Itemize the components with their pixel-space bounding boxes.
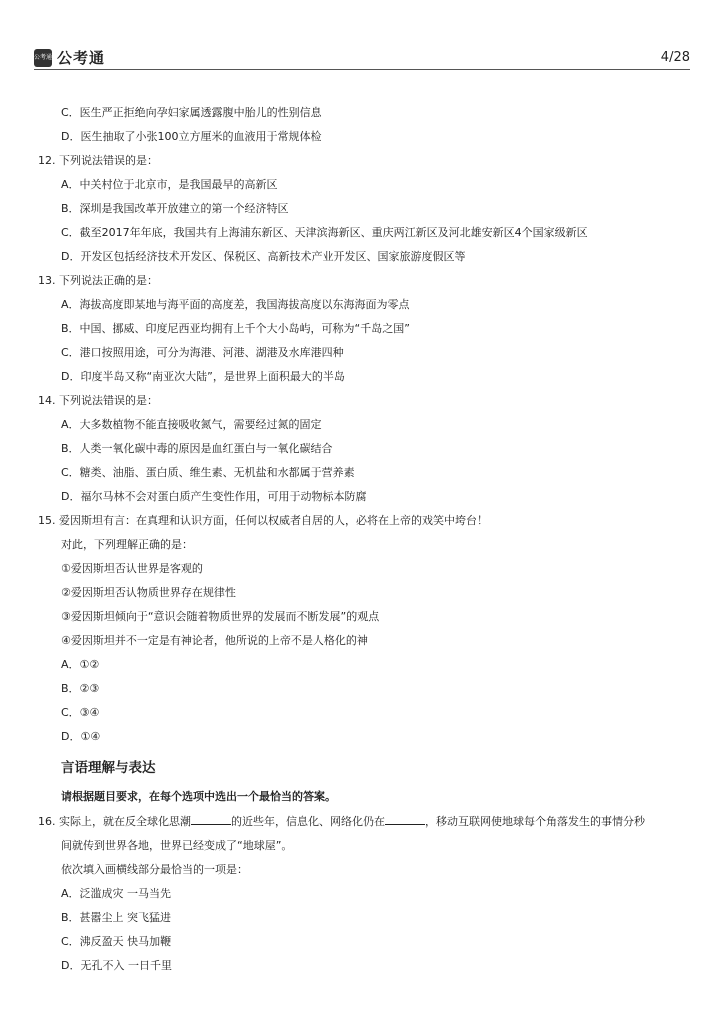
q12-option-b: B．深圳是我国改革开放建立的第一个经济特区: [61, 202, 289, 215]
option-c: C．医生严正拒绝向孕妇家属透露腹中胎儿的性别信息: [61, 106, 322, 119]
q15-option-c: C．③④: [61, 706, 100, 719]
document-body: [38, 101, 688, 978]
q16-option-a: A．泛滥成灾 一马当先: [61, 887, 172, 900]
q16-option-b: B．甚嚣尘上 突飞猛进: [61, 911, 172, 924]
q16-option-c: C．沸反盈天 快马加鞭: [61, 935, 172, 948]
section-instruction: 请根据题目要求，在每个选项中选出一个最恰当的答案。: [61, 790, 336, 803]
question-15: 15. 爱因斯坦有言：在真理和认识方面，任何以权威者自居的人，必将在上帝的戏笑中垮台！: [38, 514, 488, 527]
q15-item-1: ①爱因斯坦否认世界是客观的: [61, 562, 203, 575]
q16-stem: 依次填入画横线部分最恰当的一项是：: [61, 863, 248, 876]
q13-option-d: D．印度半岛又称“南亚次大陆”，是世界上面积最大的半岛: [61, 370, 345, 383]
q15-option-b: B．②③: [61, 682, 100, 695]
q16-text-part-3: ，移动互联网使地球每个角落发生的事情分秒: [425, 815, 645, 828]
q14-option-d: D．福尔马林不会对蛋白质产生变性作用，可用于动物标本防腐: [61, 490, 367, 503]
q15-item-4: ④爱因斯坦并不一定是有神论者，他所说的上帝不是人格化的神: [61, 634, 368, 647]
q16-text-part-1: 16. 实际上，就在反全球化思潮: [38, 815, 191, 828]
question-13: 13. 下列说法正确的是：: [38, 274, 158, 287]
header-divider: [34, 69, 690, 70]
q12-option-d: D．开发区包括经济技术开发区、保税区、高新技术产业开发区、国家旅游度假区等: [61, 250, 466, 263]
q15-item-2: ②爱因斯坦否认物质世界存在规律性: [61, 586, 236, 599]
q13-option-a: A．海拔高度即某地与海平面的高度差，我国海拔高度以东海海面为零点: [61, 298, 410, 311]
question-12: 12. 下列说法错误的是：: [38, 154, 158, 167]
q15-stem: 对此，下列理解正确的是：: [61, 538, 193, 551]
section-title: 言语理解与表达: [61, 760, 156, 776]
q12-option-c: C．截至2017年年底，我国共有上海浦东新区、天津滨海新区、重庆两江新区及河北雄安新区4个国家级新区: [61, 226, 588, 239]
logo-text: 公考通: [57, 49, 106, 67]
q15-option-a: A．①②: [61, 658, 100, 671]
q14-option-b: B．人类一氧化碳中毒的原因是血红蛋白与一氧化碳结合: [61, 442, 333, 455]
blank-2: [385, 814, 425, 825]
q16-text-part-2: 的近些年，信息化、网络化仍在: [231, 815, 385, 828]
page-number: 4/28: [660, 50, 690, 65]
q12-option-a: A．中关村位于北京市，是我国最早的高新区: [61, 178, 278, 191]
q16-option-d: D．无孔不入 一日千里: [61, 959, 172, 972]
q16-line-2: 间就传到世界各地，世界已经变成了“地球屋”。: [61, 839, 293, 852]
q14-option-c: C．糖类、油脂、蛋白质、维生素、无机盐和水都属于营养素: [61, 466, 355, 479]
question-16: [38, 810, 688, 834]
question-14: 14. 下列说法错误的是：: [38, 394, 158, 407]
q15-item-3: ③爱因斯坦倾向于“意识会随着物质世界的发展而不断发展”的观点: [61, 610, 380, 623]
q13-option-b: B．中国、挪威、印度尼西亚均拥有上千个大小岛屿，可称为“千岛之国”: [61, 322, 410, 335]
logo: [34, 47, 105, 68]
q15-option-d: D．①④: [61, 730, 101, 743]
q13-option-c: C．港口按照用途，可分为海港、河港、湖港及水库港四种: [61, 346, 344, 359]
q14-option-a: A．大多数植物不能直接吸收氮气，需要经过氮的固定: [61, 418, 322, 431]
blank-1: [191, 814, 231, 825]
page-header: [34, 44, 690, 68]
option-d: D．医生抽取了小张100立方厘米的血液用于常规体检: [61, 130, 322, 143]
logo-icon: 公考通: [34, 49, 52, 67]
